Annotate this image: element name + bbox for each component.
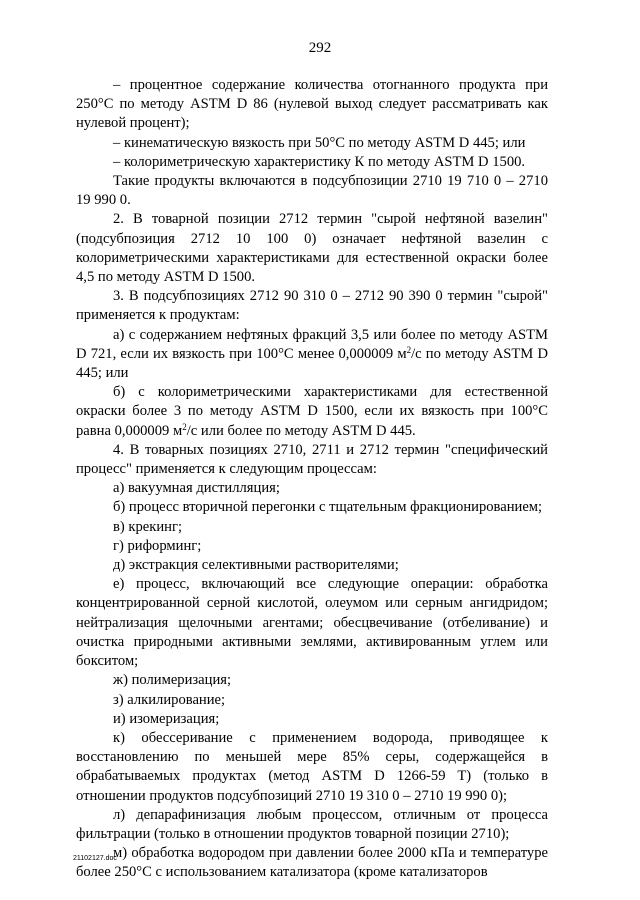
paragraph-text: /с или более по методу ASTM D 445. — [186, 422, 416, 439]
paragraph: и) изомеризация; — [113, 710, 220, 727]
paragraph: б) процесс вторичной перегонки с тщательным фракционированием; — [113, 499, 543, 516]
paragraph: д) экстракция селективными растворителями; — [113, 557, 399, 574]
footer-filename: 21102127.doc — [73, 855, 117, 862]
paragraph: ж) полимеризация; — [113, 672, 232, 689]
paragraph: – кинематическую вязкость при 50°С по методу ASTM D 445; или — [113, 134, 526, 151]
paragraph: к) обессеривание с применением водорода, приводящее к восстановлению по меньшей мере 85% серы, содержащейся в обрабатываемых продуктах (метод ASTM D 1266-59 T) (только в отношении продуктов подсубпозиций 2710 19 310 0 – 2710 19 990 0); — [76, 729, 548, 804]
paragraph: Такие продукты включаются в подсубпозиции 2710 19 710 0 – 2710 19 990 0. — [76, 173, 548, 209]
paragraph-text: а) с содержанием нефтяных фракций 3,5 или более по методу ASTM D 721, если их вязкость при 100°С менее 0,000009 м — [76, 326, 548, 362]
superscript: 2 — [406, 344, 412, 355]
paragraph: 4. В товарных позициях 2710, 2711 и 2712 термин "специфический процесс" применяется к следующим процессам: — [76, 441, 548, 478]
paragraph: з) алкилирование; — [113, 691, 226, 708]
paragraph — [76, 326, 548, 384]
paragraph: е) процесс, включающий все следующие операции: обработка концентрированной серной кислотой, олеумом или серным ангидридом; нейтрализация щелочными агентами; обесцвечивание (отбеливание) и очистка природными активными землями, активированным углем или бокситом; — [76, 576, 548, 670]
paragraph: 3. В подсубпозициях 2712 90 310 0 – 2712 90 390 0 термин "сырой" применяется к продуктам: — [76, 288, 548, 324]
paragraph: 2. В товарной позиции 2712 термин "сырой нефтяной вазелин" (подсубпозиция 2712 10 100 0) означает нефтяной вазелин с колориметрическими характеристиками для естественной окраски более 4,5 по методу ASTM D 1500. — [76, 211, 548, 286]
paragraph: а) вакуумная дистилляция; — [113, 480, 280, 497]
page-number: 292 — [308, 40, 332, 56]
superscript: 2 — [182, 421, 187, 432]
paragraph — [76, 383, 548, 441]
document-body — [76, 76, 548, 883]
paragraph-text: б) с колориметрическими характеристиками для естественной окраски более 3 по методу ASTM D 1500, если их вязкость при 100°С равна 0,000009 м — [76, 384, 548, 439]
paragraph: м) обработка водородом при давлении более 2000 кПа и температуре более 250°С с использованием катализатора (кроме катализаторов — [76, 845, 548, 881]
paragraph: л) депарафинизация любым процессом, отличным от процесса фильтрации (только в отношении продуктов товарной позиции 2710); — [76, 806, 548, 842]
paragraph: в) крекинг; — [113, 518, 183, 535]
paragraph-text: /с по методу ASTM D 445; или — [76, 345, 548, 382]
paragraph: г) риформинг; — [113, 537, 202, 554]
paragraph: – колориметрическую характеристику К по методу ASTM D 1500. — [113, 153, 526, 170]
paragraph: – процентное содержание количества отогнанного продукта при 250°С по методу ASTM D 86 (нулевой выход следует рассматривать как нулевой процент); — [76, 77, 548, 132]
